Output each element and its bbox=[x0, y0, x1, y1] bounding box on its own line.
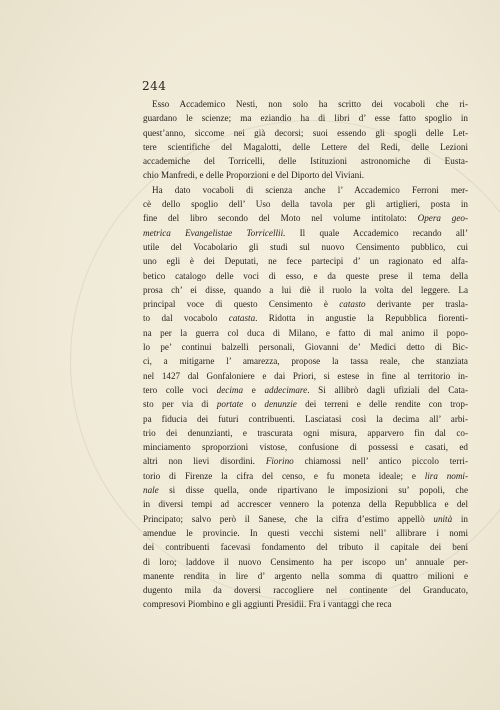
text-line bbox=[143, 383, 468, 397]
text-line bbox=[143, 412, 468, 426]
text-segment: si disse quella, onde ripartivano le imposizioni su’ popoli, che bbox=[158, 485, 468, 496]
italic-term: nale bbox=[143, 485, 159, 496]
italic-term: catasto bbox=[339, 299, 366, 310]
italic-term: lira nomi- bbox=[424, 470, 468, 481]
text-segment: ci, a mitigarne l’ amarezza, propose la tassa reale, che stanziata bbox=[143, 356, 468, 367]
text-line bbox=[143, 154, 468, 168]
text-line bbox=[143, 140, 468, 154]
text-line bbox=[143, 454, 468, 468]
text-line bbox=[143, 426, 468, 440]
text-segment: guardano le scienze; ma eziandio ha di libri d’ esse fatto spoglio in bbox=[143, 113, 468, 124]
text-segment: utile del Vocabolario gli studi sul nuovo Censimento pubblico, cui bbox=[143, 241, 468, 252]
text-segment: o bbox=[243, 399, 265, 410]
text-segment: Esso Accademico Nesti, non solo ha scritto dei vocaboli che ri- bbox=[152, 99, 468, 109]
text-segment: tero colle voci bbox=[143, 384, 217, 395]
text-segment: pa fiducia dei futuri contribuenti. Lasciatasi così la decima all’ arbi- bbox=[143, 413, 468, 424]
text-segment: torio di Firenze la cifra del censo, e fu moneta ideale; e bbox=[143, 470, 425, 481]
text-segment: na per la guerra col duca di Milano, e fatto di mal animo il popo- bbox=[143, 327, 468, 338]
italic-term: denunzie bbox=[264, 399, 297, 410]
text-segment: Il quale Accademico recando all’ bbox=[285, 227, 468, 238]
body-text bbox=[143, 97, 468, 612]
italic-term: unità bbox=[433, 513, 453, 524]
text-segment: sto per via di bbox=[143, 399, 217, 410]
text-segment: principal voce di questo Censimento è bbox=[143, 299, 340, 310]
text-line bbox=[143, 183, 468, 197]
text-segment: di loro; laddove il nuovo Censimento ha per iscopo un’ annuale per- bbox=[143, 556, 468, 567]
text-segment: trio dei denunzianti, e trascurata ogni misura, apparvero fin dal co- bbox=[143, 427, 468, 438]
text-segment: uno egli è dei Deputati, ne fece partecipi d’ un ragionato ed alfa- bbox=[143, 256, 468, 267]
text-line bbox=[143, 354, 468, 368]
text-segment: derivante per trasla- bbox=[365, 299, 468, 310]
text-line bbox=[143, 326, 468, 340]
text-line bbox=[143, 497, 468, 511]
text-segment: nel 1427 dal Gonfaloniere e dai Priori, si estese in fine al territorio in- bbox=[143, 370, 468, 381]
text-line bbox=[143, 397, 468, 411]
text-line bbox=[143, 240, 468, 254]
text-segment: minciamento sproporzioni vistose, confusione di possessi e casati, ed bbox=[143, 442, 468, 453]
text-line bbox=[143, 197, 468, 211]
text-line bbox=[143, 540, 468, 554]
text-segment: compresovi Piombino e gli aggiunti Presidii. Fra i vantaggi che reca bbox=[143, 599, 392, 610]
italic-term: Opera geo- bbox=[417, 213, 468, 224]
text-line bbox=[143, 555, 468, 569]
text-segment: Ha dato vocaboli di scienza anche l’ Accademico Ferroni mer- bbox=[152, 184, 468, 195]
text-line bbox=[143, 340, 468, 354]
text-segment: to dal vocabolo bbox=[143, 313, 229, 324]
text-segment: amendue le provincie. In questi vecchi sistemi nell’ allibrare i nomi bbox=[143, 527, 468, 538]
text-line bbox=[143, 440, 468, 454]
text-line bbox=[143, 283, 468, 297]
text-segment: prosa ch’ ei disse, quando a lui diè il ruolo la volta del leggere. La bbox=[143, 284, 468, 295]
text-line bbox=[143, 469, 468, 483]
text-segment: tere scientifiche del Magalotti, delle Lettere del Redi, delle Lezioni bbox=[143, 141, 468, 152]
italic-term: catasta bbox=[228, 313, 256, 324]
text-segment: dugento mila da doversi raccogliere nel continente del Granducato, bbox=[143, 585, 468, 596]
text-line bbox=[143, 297, 468, 311]
text-segment: manente rendita in lire d’ argento nella somma di quattro milioni e bbox=[143, 570, 468, 581]
text-segment: e bbox=[243, 384, 265, 395]
page-number: 244 bbox=[142, 79, 167, 93]
text-line bbox=[143, 254, 468, 268]
text-line bbox=[143, 168, 468, 182]
text-line bbox=[143, 483, 468, 497]
text-line bbox=[143, 311, 468, 325]
text-segment: lo pe’ continui balzelli personali, Giovanni de’ Medici detto di Bic- bbox=[143, 342, 468, 353]
text-line bbox=[143, 569, 468, 583]
text-segment: chiamossi nell’ antico piccolo terri- bbox=[293, 456, 468, 467]
text-segment: . Si allibrò dagli ufiziali del Cata- bbox=[307, 384, 468, 395]
italic-term: metrica Evangelistae Torricellii. bbox=[143, 227, 286, 238]
text-segment: quest’anno, siccome nei già decorsi; suoi essendo gli spogli delle Let- bbox=[143, 127, 468, 138]
text-line bbox=[143, 526, 468, 540]
italic-term: Fiorino bbox=[265, 456, 294, 467]
text-line bbox=[143, 226, 468, 240]
text-line bbox=[143, 269, 468, 283]
text-segment: fine del libro secondo del Moto nel volume intitolato: bbox=[143, 213, 418, 224]
text-segment: accademiche del Torricelli, delle Istituzioni astronomiche di Eusta- bbox=[143, 156, 468, 167]
text-segment: cè dello spoglio dell’ Uso della tavola per gli artiglieri, posta in bbox=[143, 199, 468, 210]
text-line bbox=[143, 369, 468, 383]
text-segment: . Ridotta in angustie la Repubblica fiorenti- bbox=[255, 313, 468, 324]
text-segment: chio Manfredi, e delle Proporzioni e del Diporto del Viviani. bbox=[143, 170, 365, 181]
text-segment: Principato; salvo però il Sanese, che la cifra d’estimo appellò bbox=[143, 513, 434, 524]
text-line bbox=[143, 583, 468, 597]
text-line bbox=[143, 211, 468, 225]
text-line bbox=[143, 126, 468, 140]
text-segment: in diversi tempi ad accrescer vennero la potenza della Repubblica e del bbox=[143, 499, 468, 510]
italic-term: decima bbox=[216, 384, 244, 395]
text-line bbox=[143, 97, 468, 111]
text-segment: dei terreni e delle rendite con trop- bbox=[296, 399, 468, 410]
text-line bbox=[143, 512, 468, 526]
text-segment: in bbox=[452, 513, 468, 524]
text-segment: altri non lievi disordini. bbox=[143, 456, 266, 467]
text-line bbox=[143, 597, 468, 611]
text-segment: betico catalogo delle voci di esso, e da queste prese il tema della bbox=[143, 270, 468, 281]
text-segment: dei contribuenti facevasi fondamento del tributo il capitale dei beni bbox=[143, 542, 468, 553]
italic-term: addecimare bbox=[264, 384, 308, 395]
text-line bbox=[143, 111, 468, 125]
italic-term: portate bbox=[216, 399, 244, 410]
